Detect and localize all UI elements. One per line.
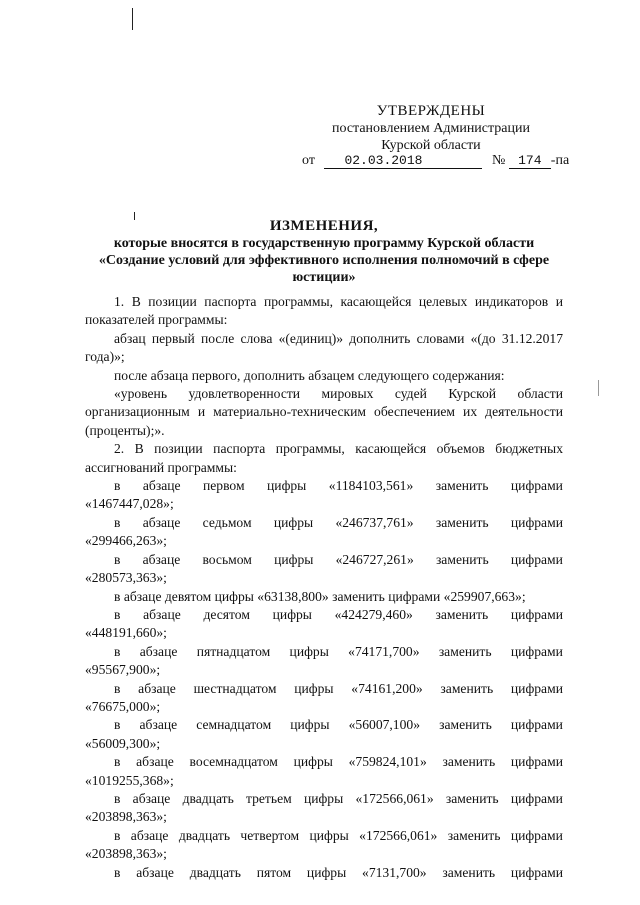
- amendment-item: [85, 790, 563, 808]
- amendment-word: заменить: [435, 514, 489, 530]
- amendment-item: [85, 680, 563, 698]
- amendment-word: пятом: [256, 864, 292, 880]
- amendment-word: «246727,261»: [335, 551, 414, 567]
- amendment-word: «759824,101»: [348, 754, 427, 770]
- amendment-item: [85, 477, 563, 495]
- amendment-word: абзаце: [142, 478, 181, 494]
- amendment-word: двадцать: [182, 790, 234, 806]
- amendment-item: [85, 864, 563, 882]
- amendment-word: абзаце: [136, 754, 174, 770]
- amendment-word: «172566,061»: [359, 827, 438, 843]
- amendment-word: заменить: [439, 717, 492, 733]
- amendment-word: в: [114, 864, 121, 880]
- amendment-word: в: [114, 514, 121, 530]
- document-body: [85, 293, 563, 882]
- number-suffix: -па: [550, 153, 570, 168]
- amendment-word: заменить: [447, 827, 501, 843]
- amendment-item-continuation: «76675,000»;: [85, 698, 161, 714]
- amendment-word: абзаце: [130, 827, 169, 843]
- document-heading: [84, 218, 564, 286]
- amendment-word: восемнадцатом: [189, 754, 278, 770]
- amendment-item: [85, 606, 563, 624]
- amendment-word: в: [114, 551, 121, 567]
- amendment-word: пятнадцатом: [196, 643, 271, 659]
- amendment-word: цифрами: [510, 717, 563, 733]
- amendment-word: в: [114, 754, 121, 770]
- amendment-word: двадцать: [189, 864, 241, 880]
- amendment-item: [85, 643, 563, 661]
- amendment-list: [85, 477, 563, 882]
- paragraph-1: 1. В позиции паспорта программы, касающейся целевых индикаторов и показателей программы:: [85, 294, 563, 328]
- amendment-word: «1184103,561»: [328, 478, 414, 494]
- paragraph-3: после абзаца первого, дополнить абзацем следующего содержания:: [114, 367, 505, 383]
- paragraph-5: 2. В позиции паспорта программы, касающейся объемов бюджетных ассигнований программы:: [85, 441, 563, 475]
- heading-title: ИЗМЕНЕНИЯ,: [269, 218, 379, 234]
- amendment-word: «172566,061»: [355, 790, 434, 806]
- amendment-word: в: [114, 827, 121, 843]
- amendment-word: заменить: [442, 754, 496, 770]
- amendment-item-continuation: «448191,660»;: [85, 625, 167, 641]
- approval-date-line: [302, 153, 569, 169]
- amendment-word: цифрами: [510, 754, 563, 770]
- amendment-item: [85, 827, 563, 845]
- amendment-word: семнадцатом: [196, 717, 272, 733]
- amendment-word: «246737,761»: [335, 514, 414, 530]
- amendment-item: [85, 514, 563, 532]
- amendment-word: абзаце: [132, 790, 171, 806]
- approval-block: [300, 103, 562, 154]
- amendment-word: заменить: [445, 790, 499, 806]
- amendment-item: в абзаце девятом цифры «63138,800» заменить цифрами «259907,663»;: [114, 588, 526, 604]
- amendment-word: «74171,700»: [348, 643, 420, 659]
- amendment-word: цифры: [267, 478, 307, 494]
- amendment-word: абзаце: [142, 551, 181, 567]
- amendment-word: третьем: [246, 790, 292, 806]
- amendment-word: абзаце: [142, 514, 181, 530]
- amendment-word: цифры: [272, 606, 312, 622]
- amendment-word: цифры: [293, 754, 333, 770]
- scan-mark-right: [598, 380, 599, 396]
- amendment-word: заменить: [435, 551, 489, 567]
- amendment-word: цифры: [290, 717, 330, 733]
- number-value: 174: [518, 153, 542, 168]
- paragraph-4: «уровень удовлетворенности мировых судей Курской области организационным и материально-техническим обеспечением их деятельности (проценты);».: [85, 386, 563, 438]
- paragraph-2: абзац первый после слова «(единиц)» дополнить словами «(до 31.12.2017 года)»;: [85, 330, 563, 365]
- amendment-word: цифрами: [510, 827, 563, 843]
- amendment-item: [85, 551, 563, 569]
- from-label: от: [302, 153, 315, 168]
- amendment-word: абзаце: [139, 643, 178, 659]
- amendment-word: «7131,700»: [362, 864, 427, 880]
- amendment-word: четвертом: [240, 827, 300, 843]
- amendment-word: цифры: [303, 790, 344, 806]
- amendment-word: «56007,100»: [348, 717, 420, 733]
- amendment-item-continuation: «299466,263»;: [85, 533, 167, 549]
- amendment-word: десятом: [203, 606, 250, 622]
- amendment-word: цифрами: [510, 643, 563, 659]
- amendment-word: «74161,200»: [351, 680, 423, 696]
- amendment-word: цифрами: [510, 606, 563, 622]
- date-field: [324, 153, 482, 169]
- amendment-word: цифры: [273, 514, 314, 530]
- amendment-item-continuation: «1467447,028»;: [85, 496, 174, 512]
- amendment-word: в: [114, 790, 121, 806]
- amendment-word: абзаце: [143, 606, 181, 622]
- amendment-item-continuation: «1019255,368»;: [85, 772, 174, 788]
- amendment-item: [85, 716, 563, 734]
- amendment-word: первом: [203, 478, 245, 494]
- amendment-word: цифры: [294, 680, 334, 696]
- heading-line-3: юстиции»: [292, 270, 356, 285]
- amendment-word: цифры: [289, 643, 329, 659]
- amendment-word: цифры: [274, 551, 314, 567]
- amendment-word: цифрами: [510, 864, 563, 880]
- amendment-word: заменить: [438, 643, 492, 659]
- amendment-word: цифрами: [510, 478, 563, 494]
- amendment-word: в: [114, 643, 121, 659]
- amendment-item-continuation: «203898,363»;: [85, 809, 167, 825]
- amendment-word: шестнадцатом: [193, 680, 277, 696]
- amendment-word: восьмом: [202, 551, 252, 567]
- amendment-item-continuation: «280573,363»;: [85, 570, 167, 586]
- amendment-item-continuation: «95567,900»;: [85, 662, 161, 678]
- heading-line-2: «Создание условий для эффективного исполнения полномочий в сфере: [98, 253, 550, 268]
- amendment-word: заменить: [440, 680, 494, 696]
- amendment-word: в: [114, 606, 121, 622]
- approval-line-2: Курской области: [381, 138, 481, 153]
- amendment-word: заменить: [435, 606, 489, 622]
- amendment-word: абзаце: [136, 864, 174, 880]
- amendment-word: цифрами: [510, 790, 563, 806]
- amendment-word: цифры: [306, 864, 347, 880]
- amendment-item-continuation: «203898,363»;: [85, 846, 167, 862]
- approval-title: УТВЕРЖДЕНЫ: [376, 103, 486, 119]
- amendment-word: заменить: [435, 478, 489, 494]
- amendment-word: двадцать: [178, 827, 231, 843]
- amendment-word: цифрами: [510, 551, 563, 567]
- date-value: 02.03.2018: [344, 153, 423, 168]
- approval-line-1: постановлением Администрации: [332, 121, 530, 136]
- number-label: №: [491, 153, 506, 168]
- amendment-item: [85, 753, 563, 771]
- amendment-item-continuation: «56009,300»;: [85, 735, 161, 751]
- number-field: [509, 153, 551, 169]
- scan-mark-top: [132, 8, 133, 30]
- amendment-word: цифрами: [510, 514, 563, 530]
- amendment-word: в: [114, 717, 121, 733]
- amendment-word: седьмом: [202, 514, 252, 530]
- amendment-word: в: [114, 478, 121, 494]
- amendment-word: «424279,460»: [334, 606, 413, 622]
- heading-line-1: которые вносятся в государственную программу Курской области: [113, 236, 535, 251]
- amendment-word: цифрами: [510, 680, 563, 696]
- amendment-word: абзаце: [138, 680, 176, 696]
- amendment-word: цифры: [309, 827, 349, 843]
- amendment-word: абзаце: [139, 717, 178, 733]
- amendment-word: в: [114, 680, 121, 696]
- amendment-word: заменить: [442, 864, 496, 880]
